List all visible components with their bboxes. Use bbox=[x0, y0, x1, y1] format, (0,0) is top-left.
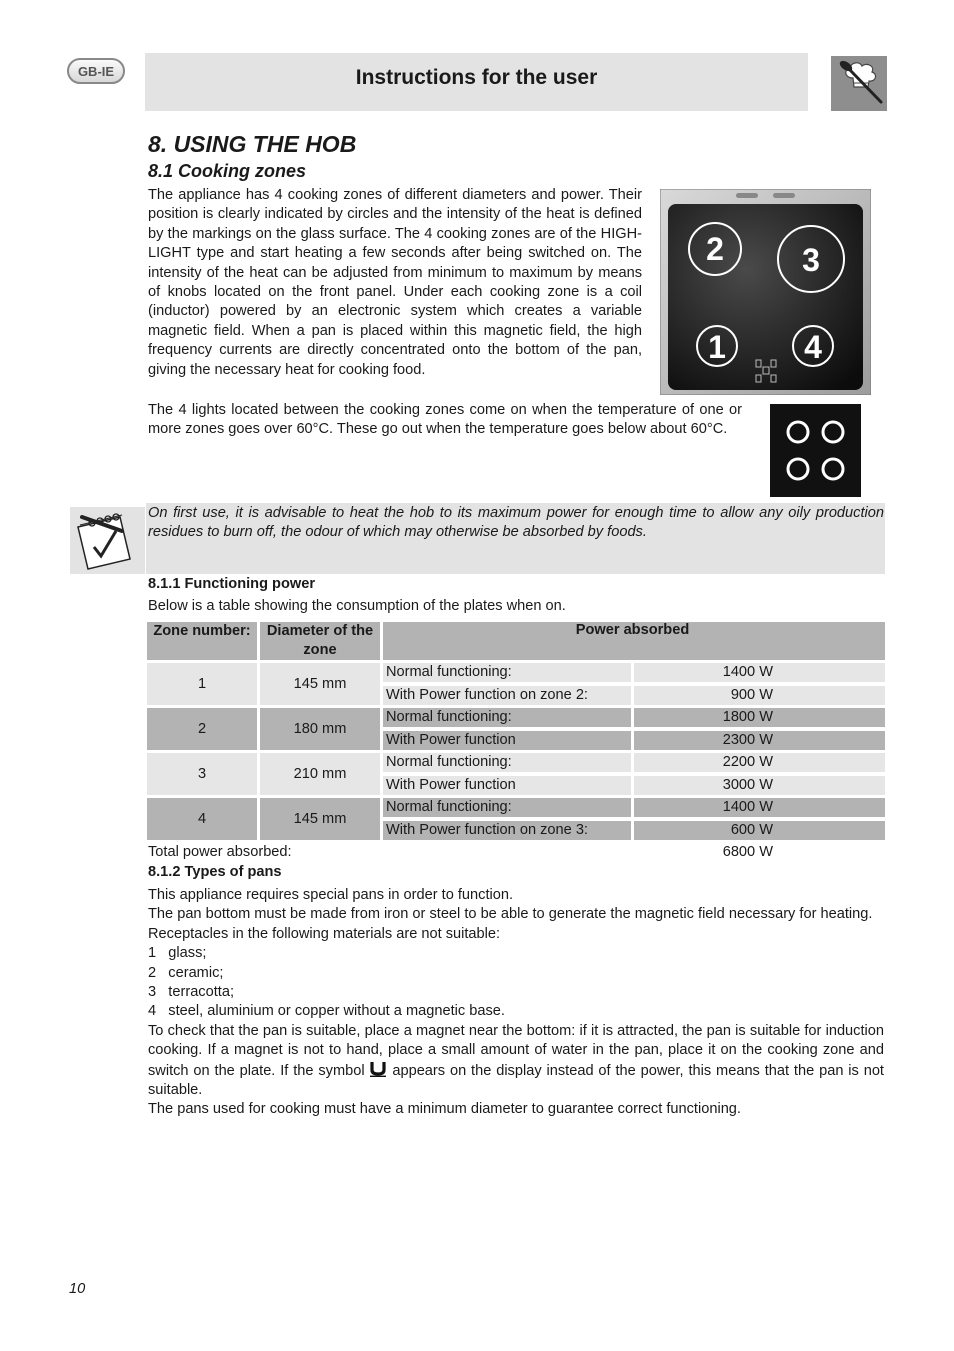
note-text: On first use, it is advisable to heat the hob to its maximum power for enough time to allow any oily production residues to burn off, the odour of which may otherwise be absorbed by foods. bbox=[148, 505, 884, 541]
hob-lights-diagram bbox=[770, 404, 861, 497]
hob-zone-4-label: 4 bbox=[804, 329, 822, 365]
hob-diagram bbox=[660, 189, 871, 395]
table-row-4-normal-label: Normal functioning: bbox=[383, 798, 631, 817]
table-row-4-zone: 4 bbox=[147, 798, 257, 840]
table-header-power: Power absorbed bbox=[383, 622, 885, 660]
pans-paragraph-4: To check that the pan is suitable, place a magnet near the bottom: if it is attracted, the pan is suitable for induction cooking. If a magnet is not to hand, place a small amount of water in the pan, place it on the cooking zone and switch on the plate. If the symbol appears on the display instead of the power, this means that the pan is not suitable. bbox=[148, 1022, 884, 1099]
page-number: 10 bbox=[69, 1281, 86, 1297]
hob-zone-3-label: 3 bbox=[802, 242, 820, 278]
pans-paragraph-2: The pan bottom must be made from iron or steel to be able to generate the magnetic field necessary for heating. bbox=[148, 906, 873, 923]
unsuitable-pan-symbol-icon bbox=[369, 1061, 387, 1077]
subsection-title: 8.1 Cooking zones bbox=[148, 161, 307, 181]
types-of-pans-title: 8.1.2 Types of pans bbox=[148, 864, 282, 880]
pans-paragraph-1: This appliance requires special pans in order to function. bbox=[148, 887, 514, 903]
chef-hat-spoon-icon bbox=[831, 56, 887, 111]
table-row-4-power-label: With Power function on zone 3: bbox=[383, 821, 631, 840]
table-row-2-power-value: 2300 W bbox=[634, 731, 885, 750]
page-header-title: Instructions for the user bbox=[355, 66, 598, 89]
notepad-pencil-icon bbox=[70, 507, 145, 574]
table-row-1-normal-label: Normal functioning: bbox=[383, 663, 631, 682]
table-row-3-power-value: 3000 W bbox=[634, 776, 885, 795]
table-row-3-diameter: 210 mm bbox=[260, 753, 380, 795]
table-row-1-power-value: 900 W bbox=[634, 686, 885, 705]
note-icon-box bbox=[70, 507, 145, 574]
table-row-1-power-label: With Power function on zone 2: bbox=[383, 686, 631, 705]
table-header-zone: Zone number: bbox=[147, 622, 257, 660]
table-row-2-power-label: With Power function bbox=[383, 731, 631, 750]
language-badge: GB-IE bbox=[67, 58, 125, 84]
list-item: 3 terracotta; bbox=[148, 984, 234, 1001]
table-row-4-power-value: 600 W bbox=[634, 821, 885, 840]
table-row-2-zone: 2 bbox=[147, 708, 257, 750]
list-item: 4 steel, aluminium or copper without a magnetic base. bbox=[148, 1003, 505, 1020]
table-row-2-normal-label: Normal functioning: bbox=[383, 708, 631, 727]
table-header-diameter: Diameter of the zone bbox=[260, 622, 380, 660]
table-row-1-zone: 1 bbox=[147, 663, 257, 705]
table-row-1-diameter: 145 mm bbox=[260, 663, 380, 705]
table-row-2-normal-value: 1800 W bbox=[634, 708, 885, 727]
functioning-power-intro: Below is a table showing the consumption of the plates when on. bbox=[148, 598, 566, 614]
table-row-3-zone: 3 bbox=[147, 753, 257, 795]
pans-paragraph-5: The pans used for cooking must have a minimum diameter to guarantee correct functioning. bbox=[148, 1101, 741, 1118]
section-title: 8. USING THE HOB bbox=[148, 131, 357, 157]
pans-paragraph-3: Receptacles in the following materials are not suitable: bbox=[148, 925, 501, 942]
intro-paragraph: The appliance has 4 cooking zones of different diameters and power. Their position is clearly indicated by circles and the intensity of the heat is defined by the markings on the glass surface. The 4 cooking zones are of the HIGH-LIGHT type and start heating a few seconds after being switched on. The intensity of the heat can be adjusted from minimum to maximum by means of knobs located on the front panel. Under each cooking zone is a coil (inductor) powered by an electronic system which creates a variable magnetic field. When a pan is placed within this magnetic field, the high frequency currents are directly concentrated onto the bottom of the pan, giving the necessary heat for cooking food. bbox=[148, 187, 642, 378]
total-power-value: 6800 W bbox=[722, 844, 773, 860]
list-item: 2 ceramic; bbox=[148, 964, 224, 981]
hob-zone-2-label: 2 bbox=[706, 231, 724, 267]
functioning-power-title: 8.1.1 Functioning power bbox=[148, 576, 316, 592]
table-row-3-normal-value: 2200 W bbox=[634, 753, 885, 772]
list-item: 1 glass; bbox=[148, 945, 207, 962]
table-row-4-normal-value: 1400 W bbox=[634, 798, 885, 817]
total-power-label: Total power absorbed: bbox=[148, 844, 292, 860]
hob-zone-1-label: 1 bbox=[708, 329, 726, 365]
table-row-3-power-label: With Power function bbox=[383, 776, 631, 795]
table-row-4-diameter: 145 mm bbox=[260, 798, 380, 840]
types-of-pans-body bbox=[148, 886, 884, 1120]
lights-paragraph: The 4 lights located between the cooking zones come on when the temperature of one or more zones goes over 60°C. These go out when the temperature goes below about 60°C. bbox=[148, 402, 742, 438]
table-row-2-diameter: 180 mm bbox=[260, 708, 380, 750]
table-row-1-normal-value: 1400 W bbox=[634, 663, 885, 682]
table-row-3-normal-label: Normal functioning: bbox=[383, 753, 631, 772]
